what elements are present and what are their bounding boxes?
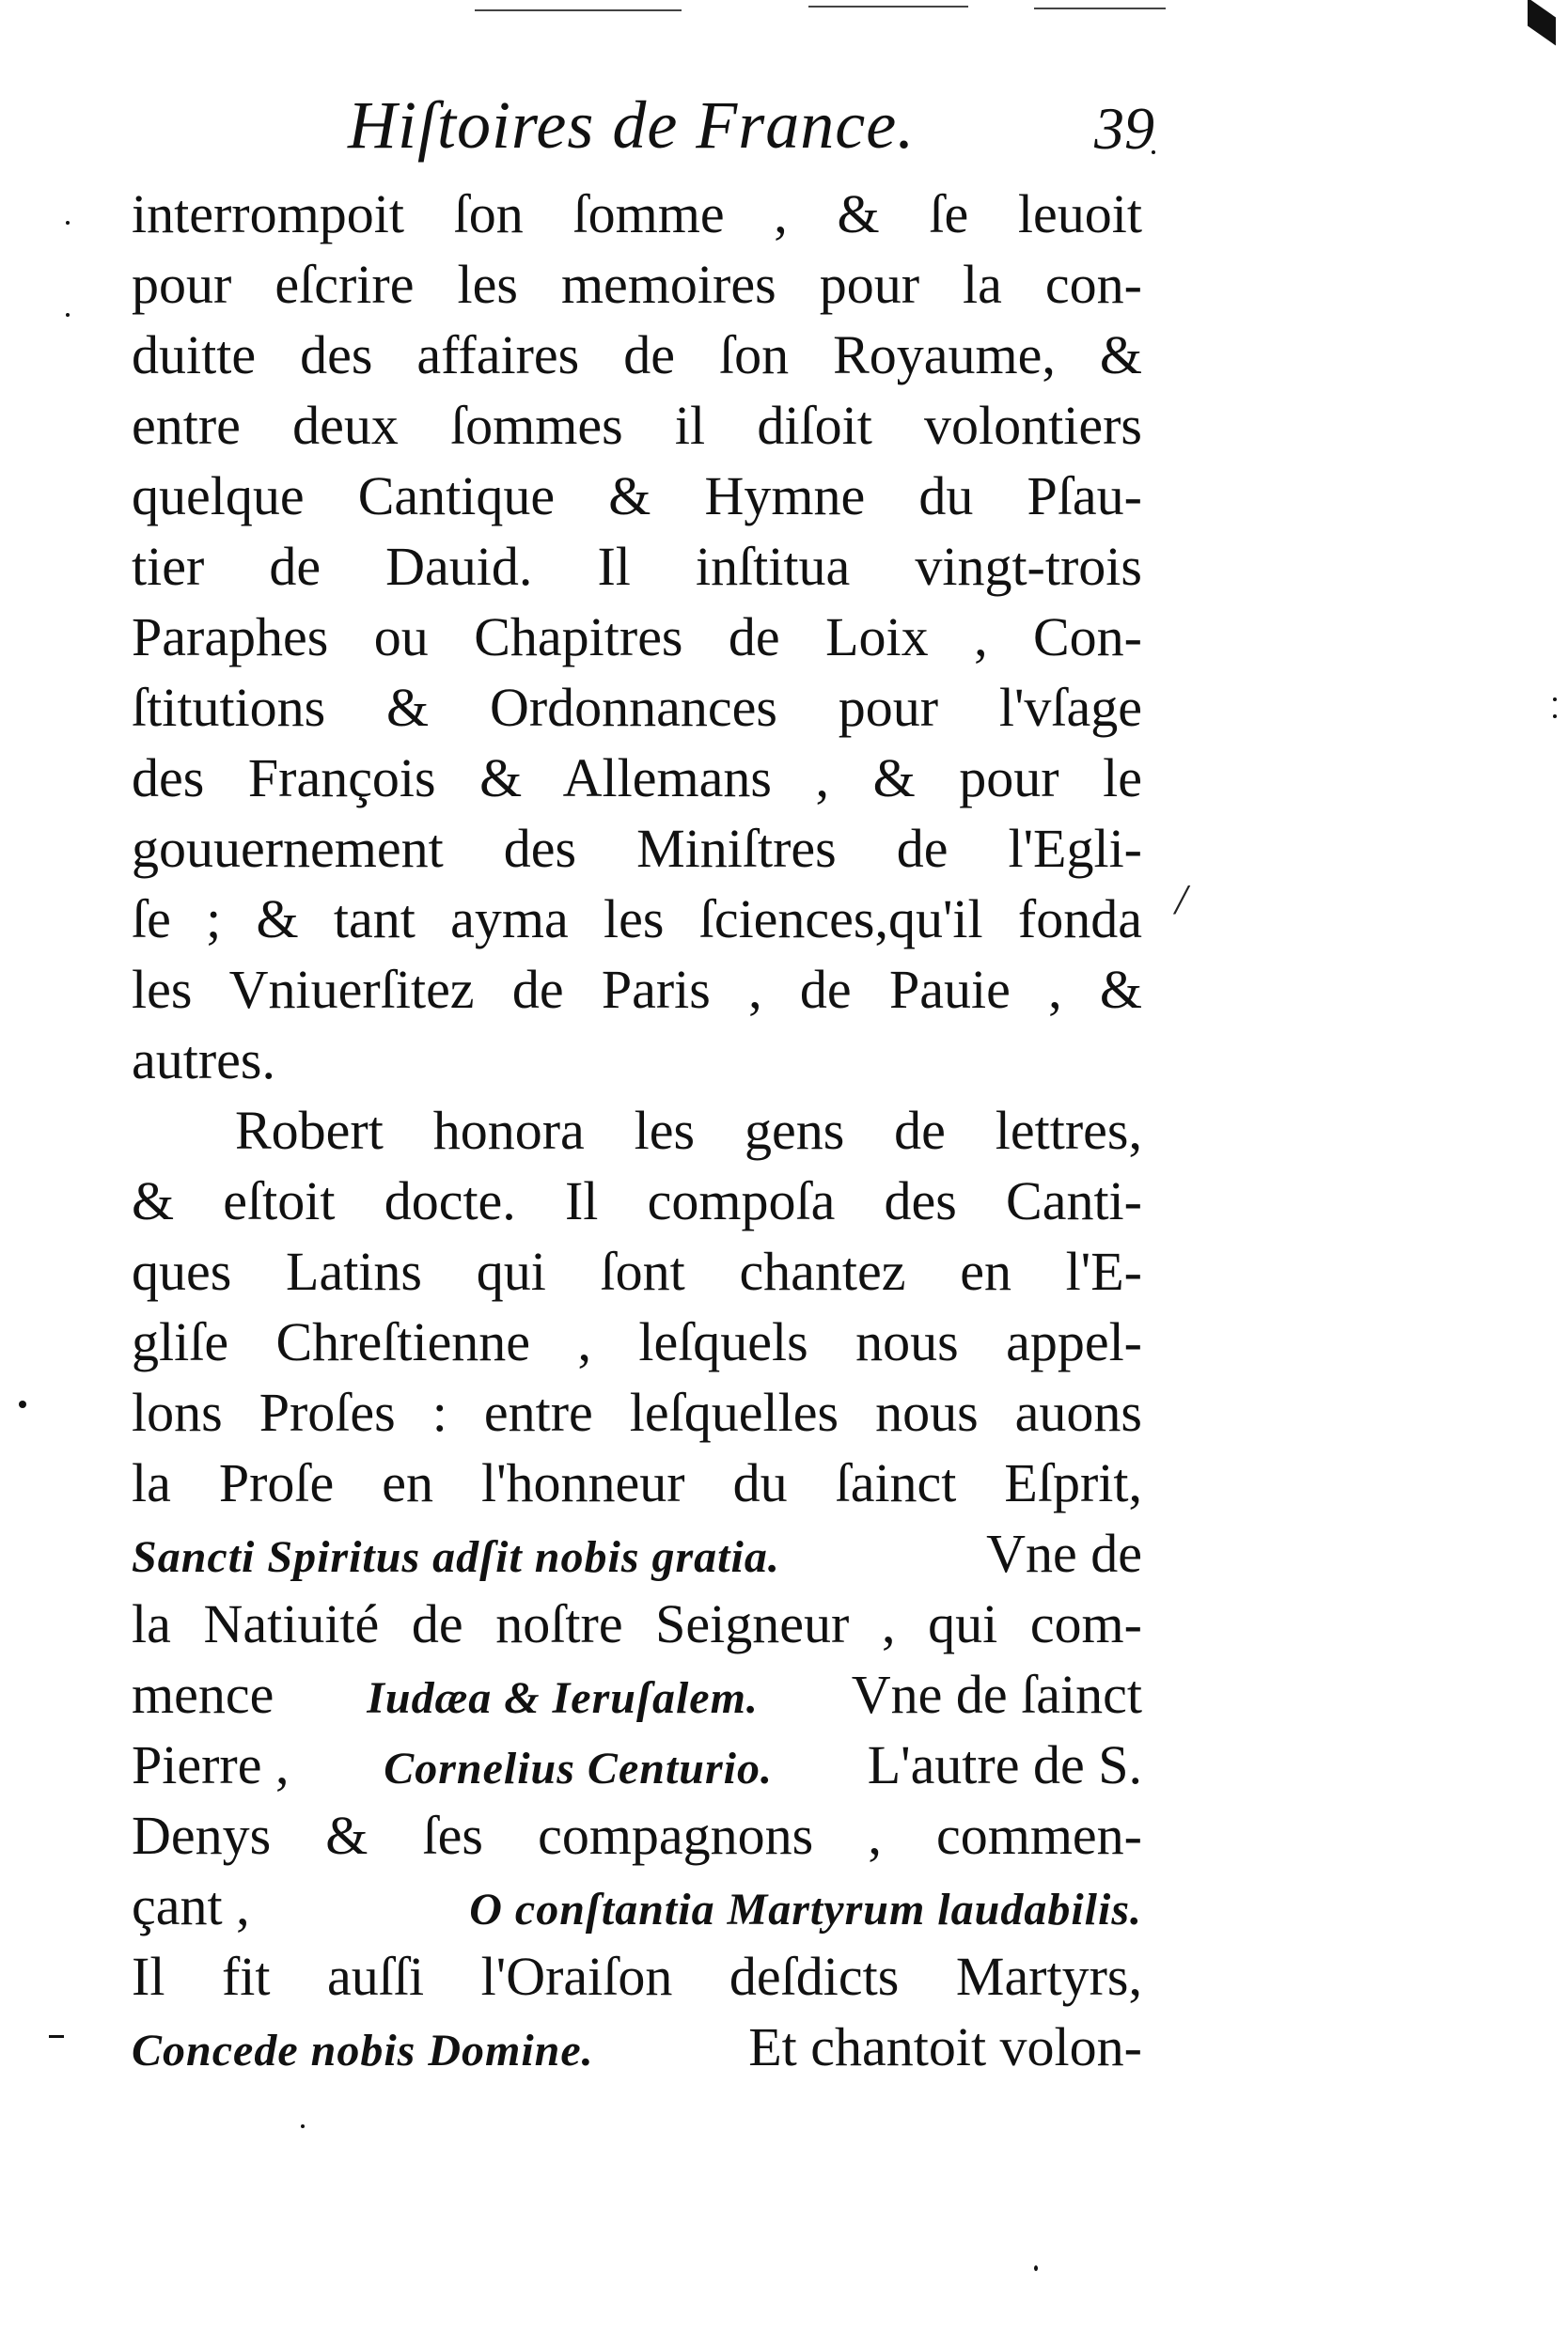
text-line — [132, 1518, 1142, 1589]
margin-stroke: / — [1175, 875, 1187, 923]
text-line — [132, 2012, 1142, 2082]
text-line: interrompoit ſon ſomme , & ſe leuoit — [132, 183, 1142, 244]
text-line: Paraphes ou Chapitres de Loix , Con- — [132, 606, 1142, 667]
latin-quote: Iudæa & Ieruſalem. — [367, 1673, 759, 1723]
page-number: 39 — [1094, 95, 1154, 162]
text-span: mence — [132, 1664, 274, 1725]
text-line — [132, 1659, 1142, 1730]
text-line: ques Latins qui ſont chantez en l'E- — [132, 1241, 1142, 1302]
text-line: gliſe Chreſtienne , leſquels nous appel- — [132, 1311, 1142, 1372]
ink-speck — [1034, 2265, 1038, 2271]
latin-quote: Cornelius Centurio. — [384, 1744, 773, 1794]
text-line — [132, 1871, 1142, 1941]
text-line — [132, 1730, 1142, 1800]
ink-speck — [19, 1401, 26, 1408]
ink-speck — [66, 313, 70, 317]
text-span: Vne de ſainct — [851, 1664, 1142, 1725]
text-line: lons Proſes : entre leſquelles nous auons — [132, 1382, 1142, 1443]
ink-speck — [1528, 0, 1556, 46]
top-edge-mark — [808, 6, 968, 8]
text-line: la Natiuité de noſtre Seigneur , qui com- — [132, 1593, 1142, 1654]
running-title: Hiſtoires de France. — [348, 87, 916, 163]
text-line: des François & Allemans , & pour le — [132, 747, 1142, 808]
text-line: ſtitutions & Ordonnances pour l'vſage — [132, 677, 1142, 738]
running-head — [348, 86, 1166, 177]
text-line: & eſtoit docte. Il compoſa des Canti- — [132, 1170, 1142, 1231]
text-line: entre deux ſommes il diſoit volontiers — [132, 395, 1142, 456]
text-span: L'autre de S. — [867, 1734, 1142, 1795]
text-span: Pierre , — [132, 1734, 290, 1795]
text-line: la Proſe en l'honneur du ſainct Eſprit, — [132, 1452, 1142, 1513]
latin-quote: O conſtantia Martyrum laudabilis. — [469, 1885, 1142, 1935]
ink-speck — [1553, 697, 1557, 701]
text-line: Robert honora les gens de lettres, — [235, 1100, 1142, 1161]
text-span: çant , — [132, 1875, 250, 1936]
ink-speck — [49, 2035, 64, 2038]
top-edge-mark — [475, 9, 682, 11]
latin-quote: Concede nobis Domine. — [132, 2026, 594, 2076]
ink-speck — [1553, 714, 1557, 718]
text-line: les Vniuerſitez de Paris , de Pauie , & — [132, 959, 1142, 1020]
text-line: pour eſcrire les memoires pour la con- — [132, 254, 1142, 315]
text-line: autres. — [132, 1029, 275, 1090]
text-span: Et chantoit volon- — [748, 2016, 1142, 2077]
text-line: gouuernement des Miniſtres de l'Egli- — [132, 818, 1142, 879]
text-line: Il fit auſſi l'Oraiſon deſdicts Martyrs, — [132, 1946, 1142, 2007]
ink-speck — [301, 2124, 305, 2128]
body-text — [132, 179, 1142, 2082]
latin-quote: Sancti Spiritus adſit nobis gratia. — [132, 1532, 780, 1582]
text-line: ſe ; & tant ayma les ſciences,qu'il fonda — [132, 888, 1142, 949]
text-line: Denys & ſes compagnons , commen- — [132, 1805, 1142, 1866]
top-edge-mark — [1034, 8, 1166, 9]
text-line: tier de Dauid. Il inſtitua vingt-trois — [132, 536, 1142, 597]
text-span: Vne de — [986, 1523, 1142, 1584]
text-line: quelque Cantique & Hymne du Pſau- — [132, 465, 1142, 526]
text-line: duitte des affaires de ſon Royaume, & — [132, 324, 1142, 385]
ink-speck — [66, 221, 70, 225]
